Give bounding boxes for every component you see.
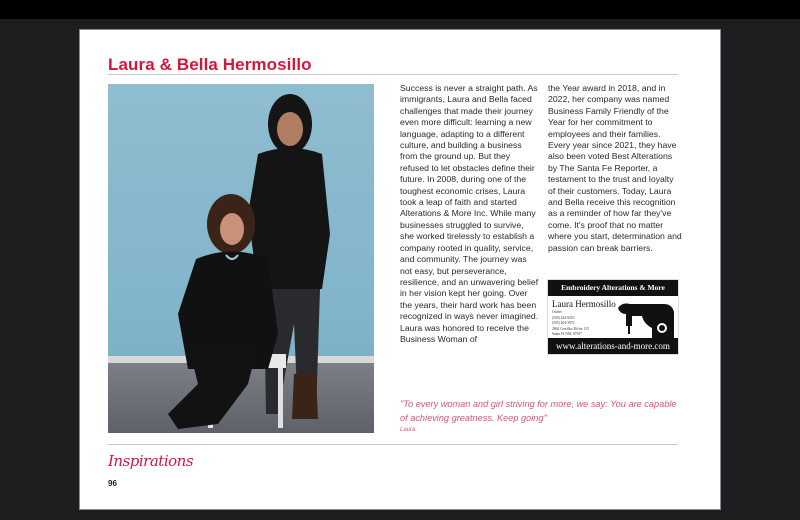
sewing-machine-icon: [614, 298, 678, 340]
card-role: Owner: [552, 310, 562, 314]
card-owner-name: Laura Hermosillo: [552, 299, 616, 309]
card-phone-1: (505) 424-9216: [552, 316, 575, 320]
footer-divider: [108, 444, 678, 445]
page-number: 96: [108, 479, 117, 488]
business-card-ad: [547, 279, 679, 355]
card-address-1: 2864 Cerrillos Rd ste 115: [552, 327, 589, 331]
quote-author: Laura.: [400, 427, 418, 433]
magazine-brand-logo: Inspirations: [108, 452, 194, 470]
title-divider: [108, 74, 678, 75]
article-column-2: the Year award in 2018, and in 2022, her company was named Business Family Friendly of the Year for her commitment to employees and their families. Every year since 2021, they have also been voted Best Alterations by The Santa Fe Reporter, a testament to the trust and loyalty of their customers. Today, Laura and Bella receive this recognition as a reminder of how far they've come. It's proof that no matter where you start, determination and passion can break barriers.: [548, 83, 682, 253]
viewer-top-bar: [0, 0, 800, 19]
card-phone-2: (505) 204-3972: [552, 321, 575, 325]
card-address-2: Santa Fe NM, 87507: [552, 332, 582, 336]
portrait-photo: [108, 84, 374, 433]
page-title: Laura & Bella Hermosillo: [108, 55, 312, 74]
magazine-page: [80, 30, 720, 509]
article-column-1: Success is never a straight path. As immigrants, Laura and Bella faced challenges that made their journey even more difficult: learning a new language, adapting to a different culture, and building a business from the ground up. But they refused to let obstacles define their future. In 2008, during one of the toughest economic crises, Laura took a leap of faith and started Alterations & More Inc. While many businesses struggled to survive, she worked tirelessly to establish a company rooted in quality, service, and community. The journey was not easy, but perseverance, resilience, and an unwavering belief in her vision kept her going. Over the years, their hard work has been recognized in ways never imagined. Laura was honored to receive the Business Woman of: [400, 83, 539, 344]
card-header: Embroidery Alterations & More: [548, 280, 678, 296]
pull-quote: "To every woman and girl striving for more, we say: You are capable of achieving greatness. Keep going": [400, 399, 677, 423]
photo-illustration: [108, 84, 374, 433]
card-website: www.alterations-and-more.com: [548, 338, 678, 354]
